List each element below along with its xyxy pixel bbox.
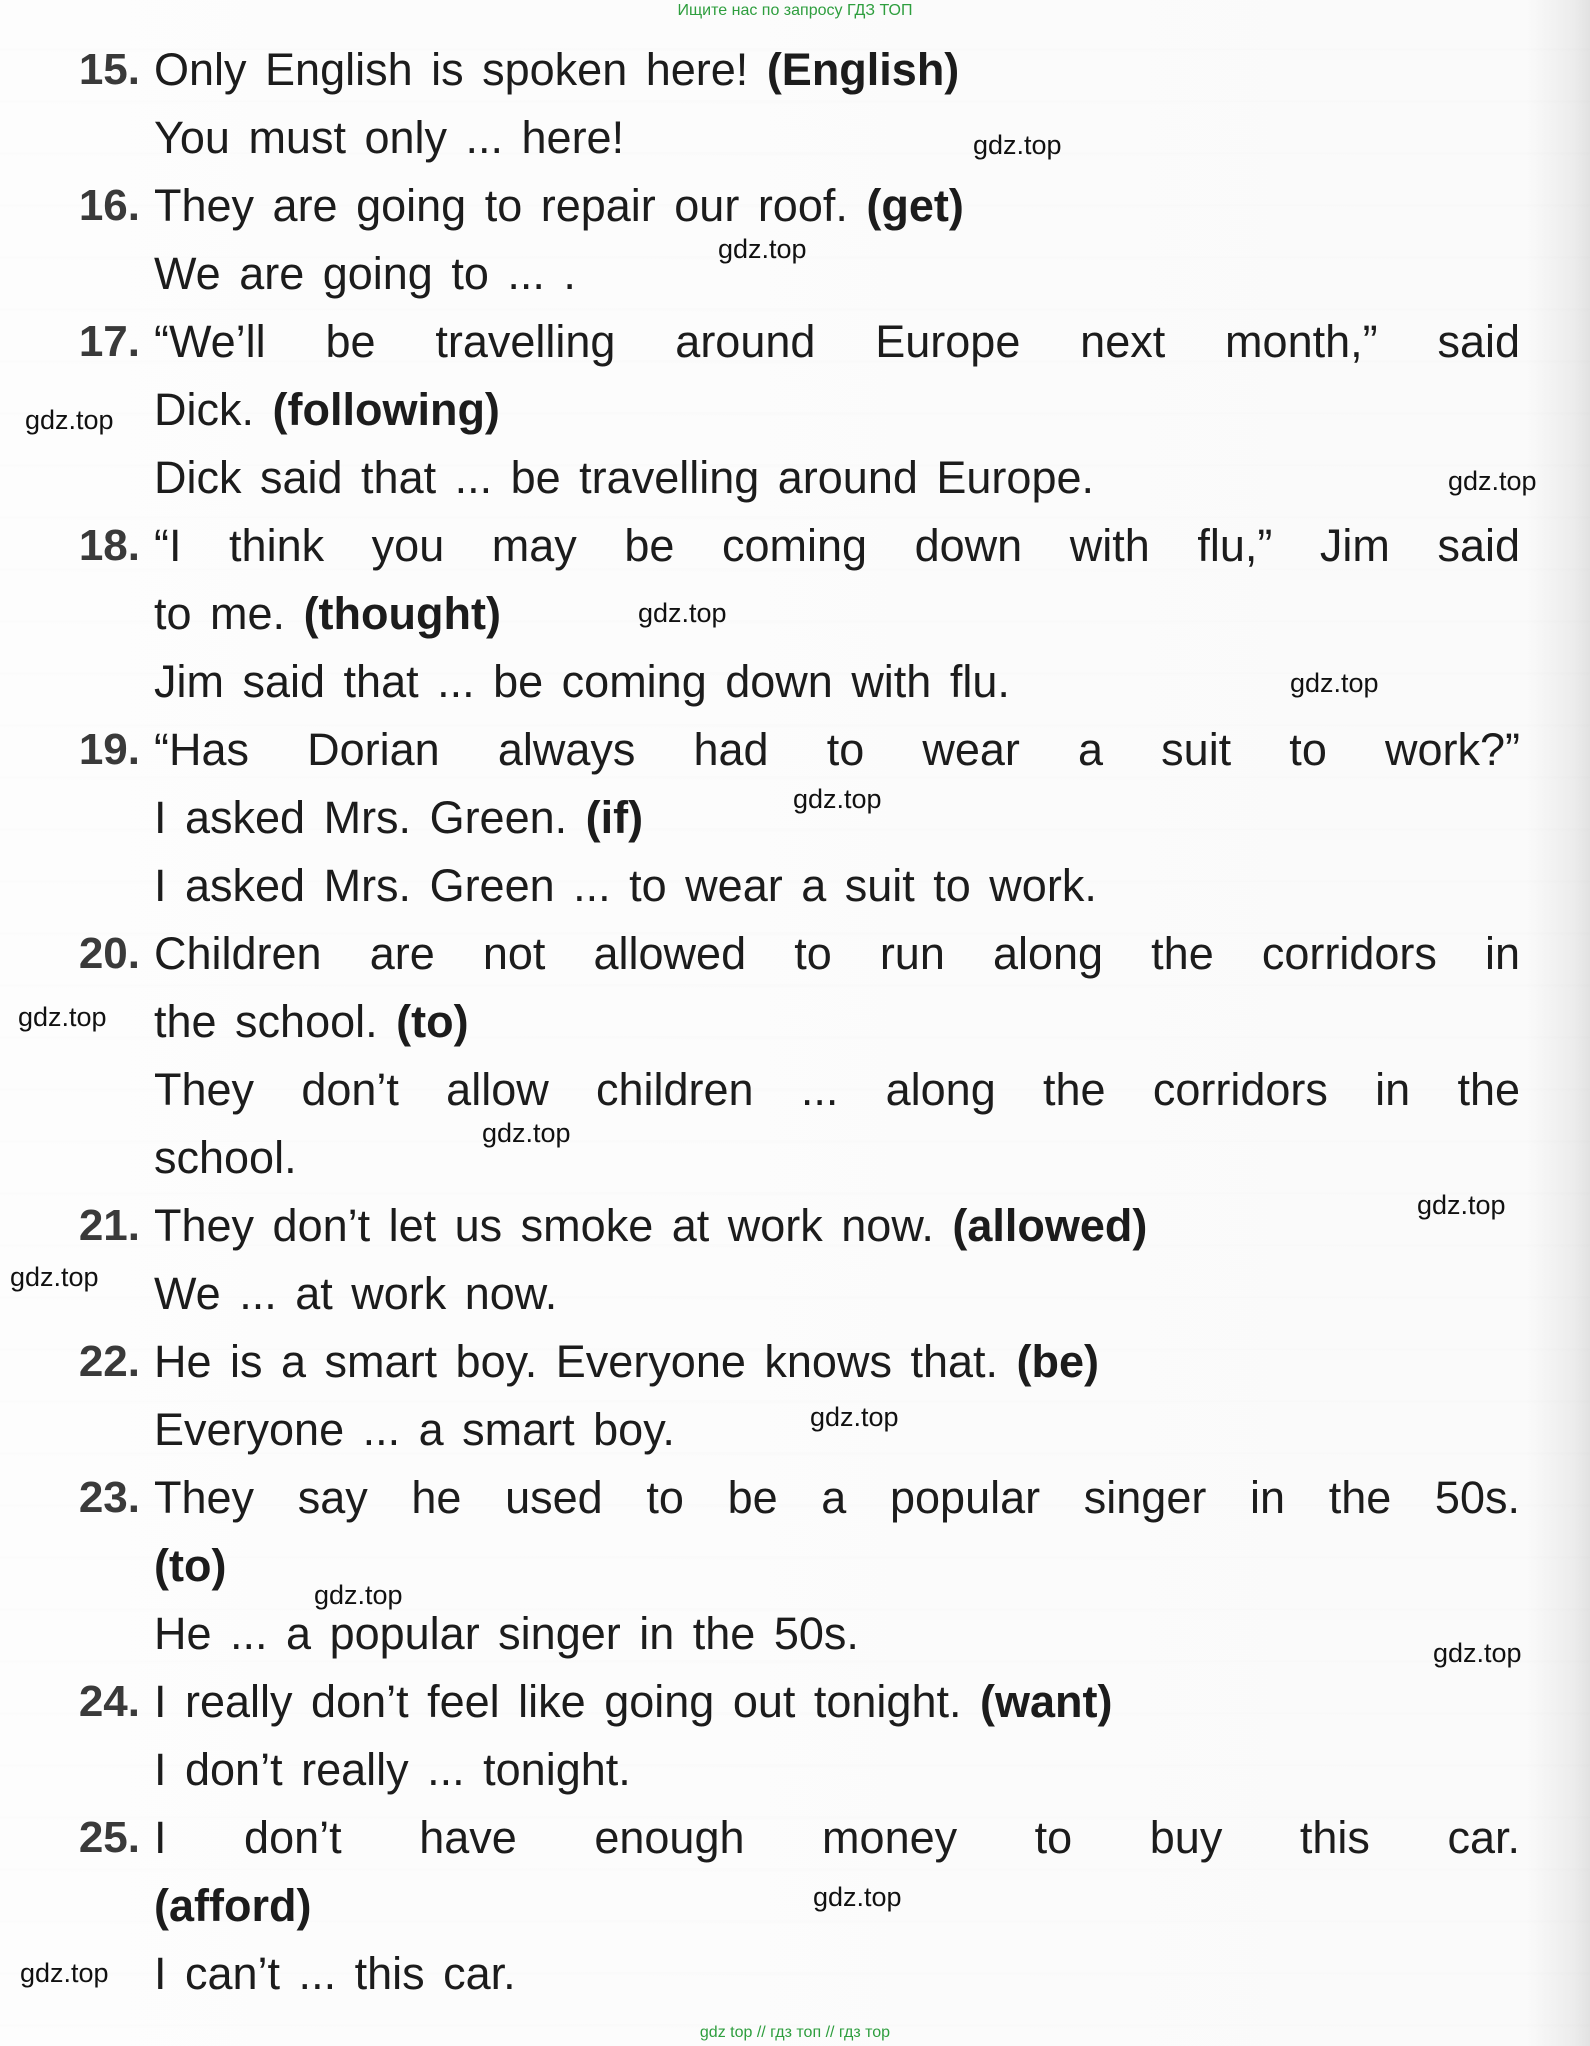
watermark: gdz.top <box>718 234 807 264</box>
prompt-sentence-cont <box>154 988 1520 1056</box>
prompt-text: I asked Mrs. Green. <box>154 792 586 843</box>
exercise-19 <box>50 716 1520 920</box>
prompt-text: Only English is spoken here! <box>154 44 767 95</box>
exercise-number: 19. <box>78 725 140 774</box>
watermark: gdz.top <box>314 1580 403 1610</box>
keyword: (thought) <box>303 588 501 639</box>
prompt-sentence <box>154 1668 1520 1736</box>
watermark: gdz.top <box>638 598 727 628</box>
prompt-sentence <box>154 1328 1520 1396</box>
keyword: (be) <box>1016 1336 1100 1387</box>
exercise-body <box>154 1464 1520 1668</box>
prompt-sentence <box>154 172 1520 240</box>
answer-sentence: Dick said that ... be travelling around Europe. <box>154 452 1095 503</box>
prompt-sentence <box>154 36 1520 104</box>
exercise-body <box>154 716 1520 920</box>
watermark: gdz.top <box>482 1118 571 1148</box>
watermark: gdz.top <box>20 1958 109 1988</box>
prompt-sentence: “We’ll be travelling around Europe next month,” said <box>154 316 1520 367</box>
prompt-sentence-cont <box>154 376 1520 444</box>
prompt-sentence-cont <box>154 580 1520 648</box>
watermark: gdz.top <box>1290 668 1379 698</box>
watermark: gdz.top <box>1433 1638 1522 1668</box>
exercise-25 <box>50 1804 1520 2008</box>
bottom-banner: gdz top // гдз топ // гдз тор <box>699 2024 891 2041</box>
exercise-15 <box>50 36 1520 172</box>
prompt-text: I really don’t feel like going out tonight. <box>154 1676 980 1727</box>
exercise-number: 15. <box>78 45 140 94</box>
keyword: (if) <box>585 792 644 843</box>
answer-sentence: Jim said that ... be coming down with flu. <box>154 656 1010 707</box>
answer-sentence: We are going to ... . <box>154 248 576 299</box>
watermark: gdz.top <box>973 130 1062 160</box>
exercise-number: 22. <box>78 1337 140 1386</box>
exercise-21 <box>50 1192 1520 1328</box>
prompt-sentence: They say he used to be a popular singer in the 50s. <box>154 1472 1520 1523</box>
top-banner: Ищите нас по запросу ГДЗ ТОП <box>677 2 913 19</box>
exercise-number: 21. <box>78 1201 140 1250</box>
exercise-23 <box>50 1464 1520 1668</box>
exercise-24 <box>50 1668 1520 1804</box>
keyword: (afford) <box>154 1880 312 1931</box>
prompt-text: He is a smart boy. Everyone knows that. <box>154 1336 1017 1387</box>
keyword: (allowed) <box>952 1200 1148 1251</box>
keyword: (English) <box>766 44 960 95</box>
answer-sentence: They don’t allow children ... along the corridors in the <box>154 1064 1520 1115</box>
exercise-body <box>154 308 1520 512</box>
prompt-sentence: I don’t have enough money to buy this car. <box>154 1812 1520 1863</box>
exercise-body <box>154 172 1520 308</box>
exercise-number: 25. <box>78 1813 140 1862</box>
exercise-number: 17. <box>78 317 140 366</box>
watermark: gdz.top <box>1417 1190 1506 1220</box>
watermark: gdz.top <box>813 1882 902 1912</box>
answer-sentence: He ... a popular singer in the 50s. <box>154 1608 859 1659</box>
prompt-sentence <box>154 1192 1520 1260</box>
exercise-22 <box>50 1328 1520 1464</box>
answer-sentence: Everyone ... a smart boy. <box>154 1404 675 1455</box>
exercise-20 <box>50 920 1520 1192</box>
answer-sentence: We ... at work now. <box>154 1268 558 1319</box>
keyword: (to) <box>154 1540 227 1591</box>
answer-sentence: I asked Mrs. Green ... to wear a suit to work. <box>154 860 1097 911</box>
prompt-text: Dick. <box>154 384 273 435</box>
watermark: gdz.top <box>810 1402 899 1432</box>
exercise-number: 20. <box>78 929 140 978</box>
answer-sentence: You must only ... here! <box>154 112 625 163</box>
exercise-number: 18. <box>78 521 140 570</box>
exercise-list <box>50 36 1520 2008</box>
watermark: gdz.top <box>793 784 882 814</box>
prompt-text: to me. <box>154 588 304 639</box>
prompt-sentence: Children are not allowed to run along the corridors in <box>154 928 1520 979</box>
prompt-sentence: “Has Dorian always had to wear a suit to work?” <box>154 724 1520 775</box>
exercise-body <box>154 1668 1520 1804</box>
prompt-sentence: “I think you may be coming down with flu,” Jim said <box>154 520 1520 571</box>
exercise-body <box>154 1192 1520 1328</box>
exercise-17 <box>50 308 1520 512</box>
keyword: (to) <box>396 996 469 1047</box>
answer-sentence: I can’t ... this car. <box>154 1948 516 1999</box>
keyword: (want) <box>980 1676 1113 1727</box>
answer-sentence-cont: school. <box>154 1132 297 1183</box>
exercise-number: 24. <box>78 1677 140 1726</box>
watermark: gdz.top <box>25 405 114 435</box>
prompt-text: They don’t let us smoke at work now. <box>154 1200 953 1251</box>
exercise-body <box>154 36 1520 172</box>
watermark: gdz.top <box>10 1262 99 1292</box>
exercise-body <box>154 920 1520 1192</box>
watermark: gdz.top <box>1448 466 1537 496</box>
exercise-body <box>154 1328 1520 1464</box>
keyword: (following) <box>272 384 500 435</box>
keyword: (get) <box>866 180 964 231</box>
watermark: gdz.top <box>18 1002 107 1032</box>
prompt-text: the school. <box>154 996 397 1047</box>
exercise-number: 23. <box>78 1473 140 1522</box>
answer-sentence: I don’t really ... tonight. <box>154 1744 631 1795</box>
exercise-number: 16. <box>78 181 140 230</box>
prompt-text: They are going to repair our roof. <box>154 180 867 231</box>
